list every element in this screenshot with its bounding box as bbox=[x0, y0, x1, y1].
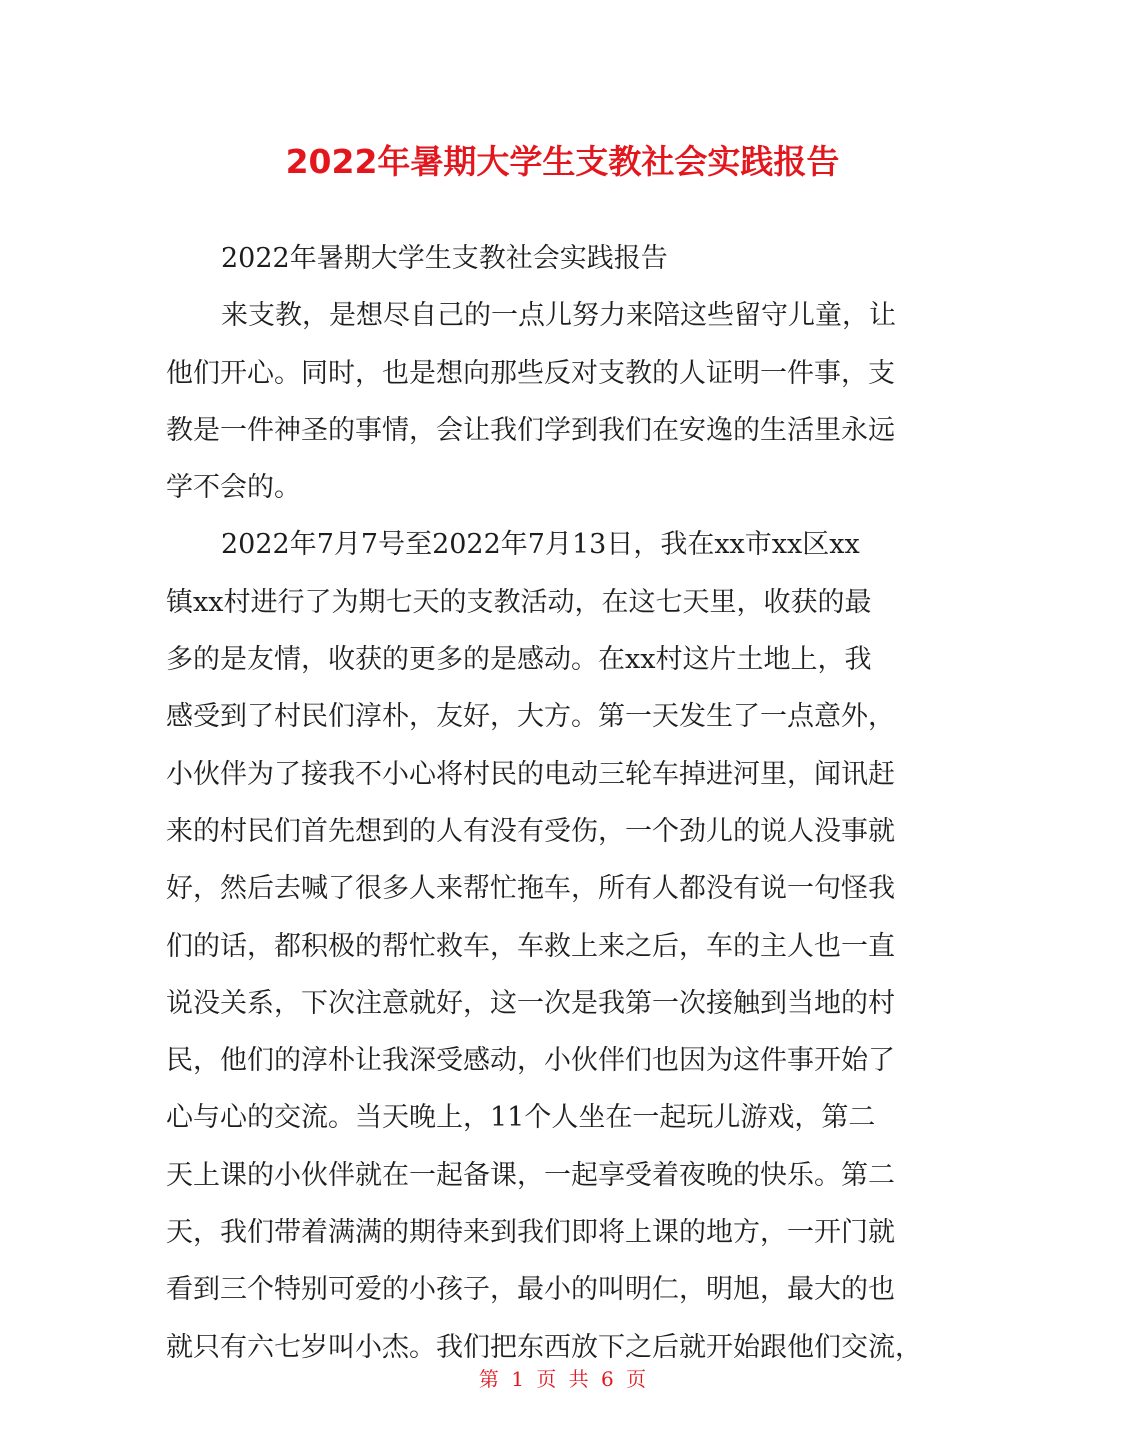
document-title: 2022年暑期大学生支教社会实践报告 bbox=[285, 142, 840, 181]
text-line: 他们开心。同时，也是想向那些反对支教的人证明一件事，支 bbox=[166, 357, 895, 389]
text-line: 们的话，都积极的帮忙救车，车救上来之后，车的主人也一直 bbox=[166, 930, 895, 962]
text-line: 多的是友情，收获的更多的是感动。在xx村这片土地上，我 bbox=[166, 644, 872, 676]
text-line: 来的村民们首先想到的人有没有受伤，一个劲儿的说人没事就 bbox=[166, 815, 895, 847]
text-line: 镇xx村进行了为期七天的支教活动，在这七天里，收获的最 bbox=[166, 586, 872, 618]
text-line: 好，然后去喊了很多人来帮忙拖车，所有人都没有说一句怪我 bbox=[166, 873, 895, 905]
text-line: 2022年7月7号至2022年7月13日，我在xx市xx区xx bbox=[221, 529, 860, 561]
text-line: 教是一件神圣的事情，会让我们学到我们在安逸的生活里永远 bbox=[166, 414, 895, 446]
document-body bbox=[166, 230, 966, 1376]
text-line: 天，我们带着满满的期待来到我们即将上课的地方，一开门就 bbox=[166, 1217, 895, 1249]
text-line: 看到三个特别可爱的小孩子，最小的叫明仁，明旭，最大的也 bbox=[166, 1274, 895, 1306]
text-line: 小伙伴为了接我不小心将村民的电动三轮车掉进河里，闻讯赶 bbox=[166, 758, 895, 790]
text-line: 感受到了村民们淳朴，友好，大方。第一天发生了一点意外， bbox=[166, 701, 895, 733]
text-line: 来支教，是想尽自己的一点儿努力来陪这些留守儿童，让 bbox=[221, 300, 896, 332]
text-line: 学不会的。 bbox=[166, 472, 301, 504]
text-line: 心与心的交流。当天晚上，11个人坐在一起玩儿游戏，第二 bbox=[166, 1102, 876, 1134]
text-line: 2022年暑期大学生支教社会实践报告 bbox=[221, 243, 668, 274]
text-line: 就只有六七岁叫小杰。我们把东西放下之后就开始跟他们交流， bbox=[166, 1331, 922, 1363]
page-number-footer: 第 1 页 共 6 页 bbox=[478, 1367, 647, 1391]
text-line: 民，他们的淳朴让我深受感动，小伙伴们也因为这件事开始了 bbox=[166, 1045, 895, 1077]
text-line: 说没关系，下次注意就好，这一次是我第一次接触到当地的村 bbox=[166, 987, 895, 1019]
text-line: 天上课的小伙伴就在一起备课，一起享受着夜晚的快乐。第二 bbox=[166, 1159, 895, 1191]
